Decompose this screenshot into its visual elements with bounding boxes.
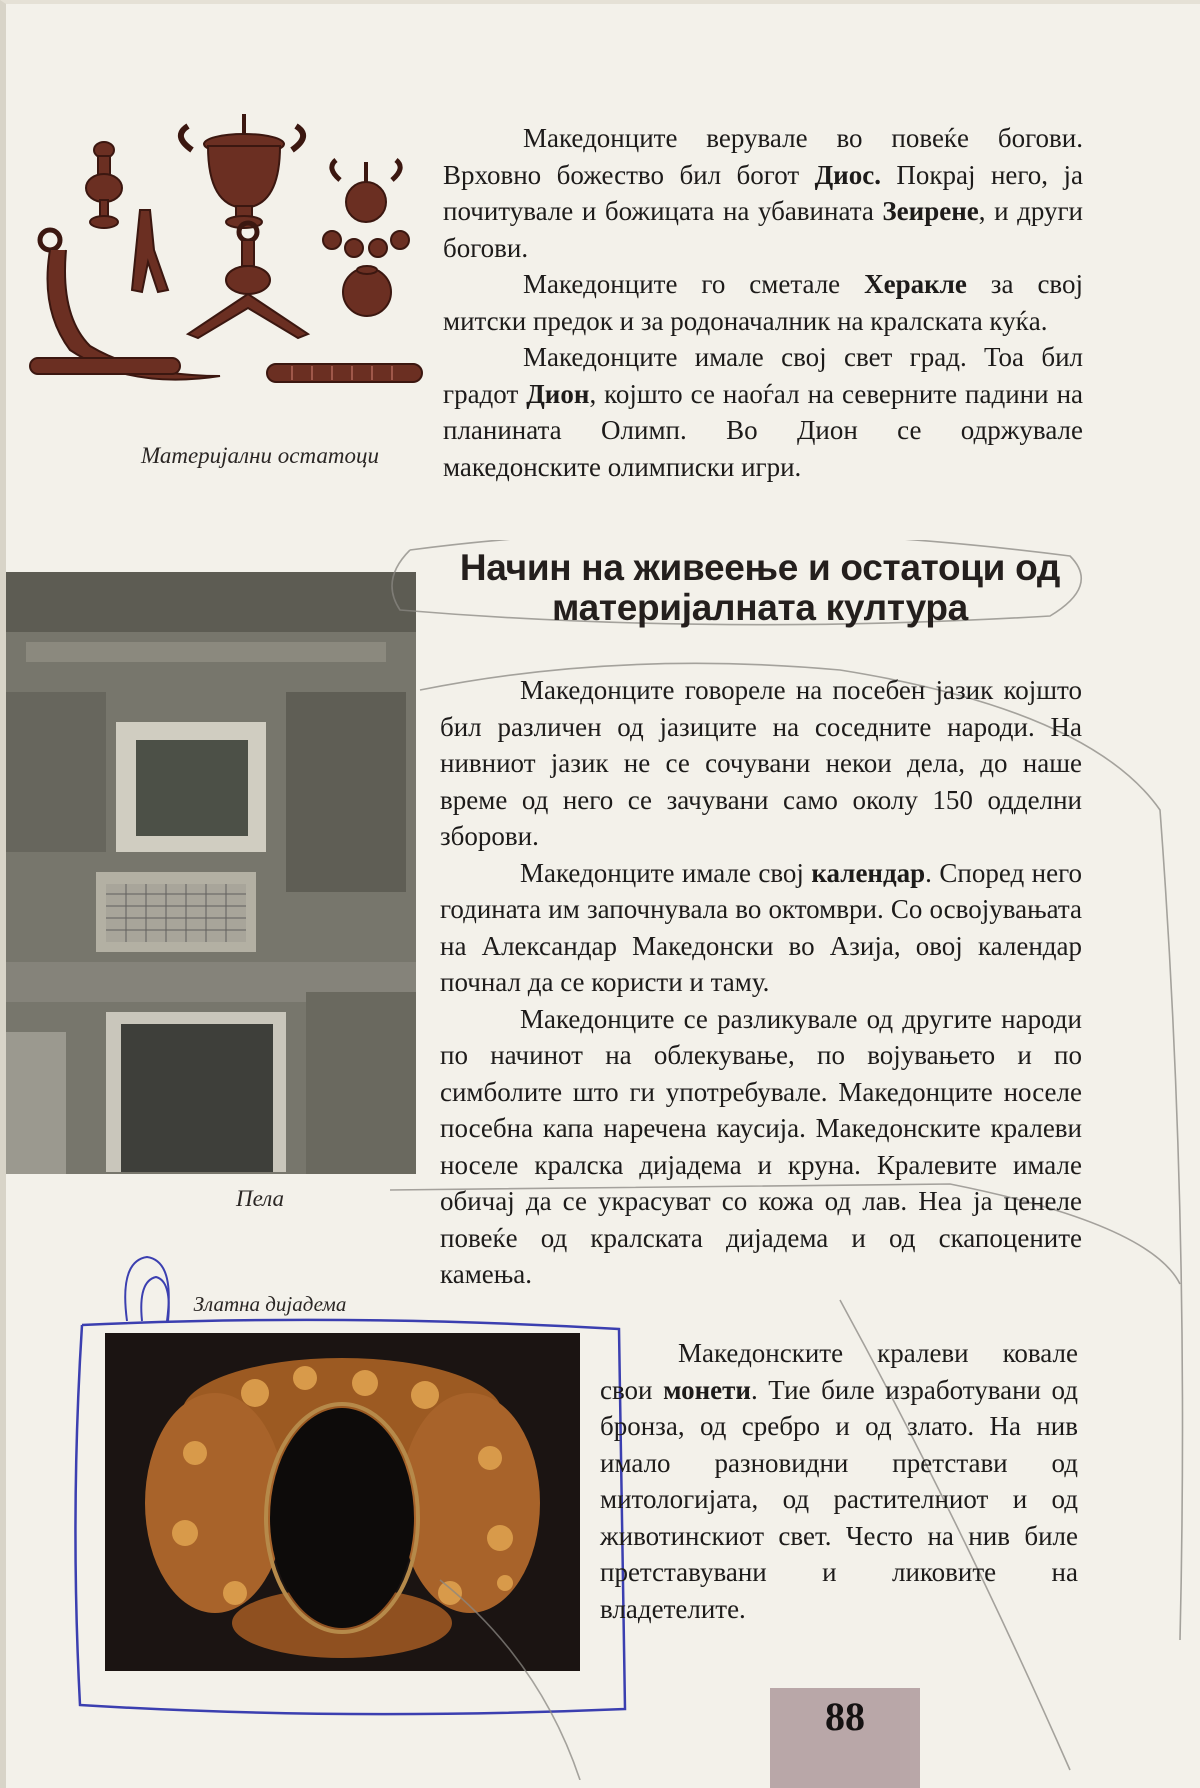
text-run: Македонците верувале во повеќе богови. Врховно божество бил богот — [443, 123, 1083, 190]
text-run: за свој митски предок и за родоначалник на кралската куќа. — [443, 269, 1083, 336]
text-run: , и други богови. — [443, 196, 1083, 263]
section-heading-line-1: Начин на живеење и остатоци од — [459, 547, 1061, 588]
term-dion: Дион — [526, 378, 590, 409]
culture-text-block — [440, 672, 1082, 1293]
artifacts-caption: Материјални остатоци — [141, 443, 379, 468]
text-run: . Според него годината им започнувала во октомври. Со освојувањата на Александар Македонски во Азија, овој календар почнал да се користи и таму. — [440, 857, 1082, 997]
text-run: Македонците имале свој — [520, 857, 812, 888]
golden-diadem-photo — [105, 1333, 580, 1671]
paragraph-clothing: Македонците се разликувале од другите народи по начинот на облекување, по војувањето и по симболите што ги употребувале. Македонците носеле посебна капа наречена каусија. Македонските кралеви носеле кралска дијадема и круна. Кралевите имале обичај да се украсуват со кожа од лав. Неа ја ценеле повеќе од кралската дијадема и од скапоцените камења. — [440, 1003, 1082, 1289]
pela-photo-drawing — [6, 572, 416, 1174]
text-run: Македонците го сметале — [523, 269, 865, 299]
paragraph-calendar — [440, 855, 1082, 1001]
paragraph-herakles — [443, 266, 1083, 339]
text-run: Македонските кралеви ковале свои — [600, 1338, 1078, 1405]
text-run: . Тие биле изработувани од бронза, од сребро и од злато. На нив имало разновидни претстави од митологијата, од растителниот и од животинскиот свет. Често на нив биле претставувани и ликовите на владетелите. — [600, 1374, 1078, 1624]
diadem-caption: Златна дијадема — [193, 1292, 347, 1316]
paragraph-language: Македонците говореле на посебен јазик којшто бил различен од јазиците на соседните народи. На нивниот јазик не се сочувани некои дела, до наше време од него се зачувани само околу 150 одделни зборови. — [440, 675, 1082, 851]
diadem-drawing — [105, 1333, 580, 1671]
term-dios: Диос. — [814, 159, 881, 190]
page-number: 88 — [825, 1694, 865, 1739]
text-run: Покрај него, ја почитувале и божицата на убавината — [443, 159, 1083, 226]
paragraph-gods — [443, 120, 1083, 266]
term-coins: монети — [663, 1374, 751, 1405]
term-calendar: календар — [811, 857, 926, 888]
religion-text-block — [443, 120, 1083, 485]
section-heading — [440, 548, 1080, 628]
term-zeirene: Зеирене — [882, 196, 979, 226]
text-run: Македонците имале свој свет град. Тоа бил градот — [443, 342, 1083, 409]
paragraph-dion — [443, 339, 1083, 485]
paragraph-coins — [600, 1335, 1078, 1627]
text-run: , којшто се наоѓал на северните падини на планината Олимп. Во Дион се одржувале македонските олимписки игри. — [443, 378, 1083, 482]
term-herakles: Херакле — [864, 269, 967, 299]
coins-text-block — [600, 1335, 1078, 1627]
artifacts-drawing — [22, 110, 442, 440]
pela-caption: Пела — [235, 1186, 285, 1211]
section-heading-line-2: материјалната култура — [552, 587, 968, 628]
artifacts-illustration — [22, 110, 442, 440]
pela-aerial-photo — [6, 572, 416, 1174]
